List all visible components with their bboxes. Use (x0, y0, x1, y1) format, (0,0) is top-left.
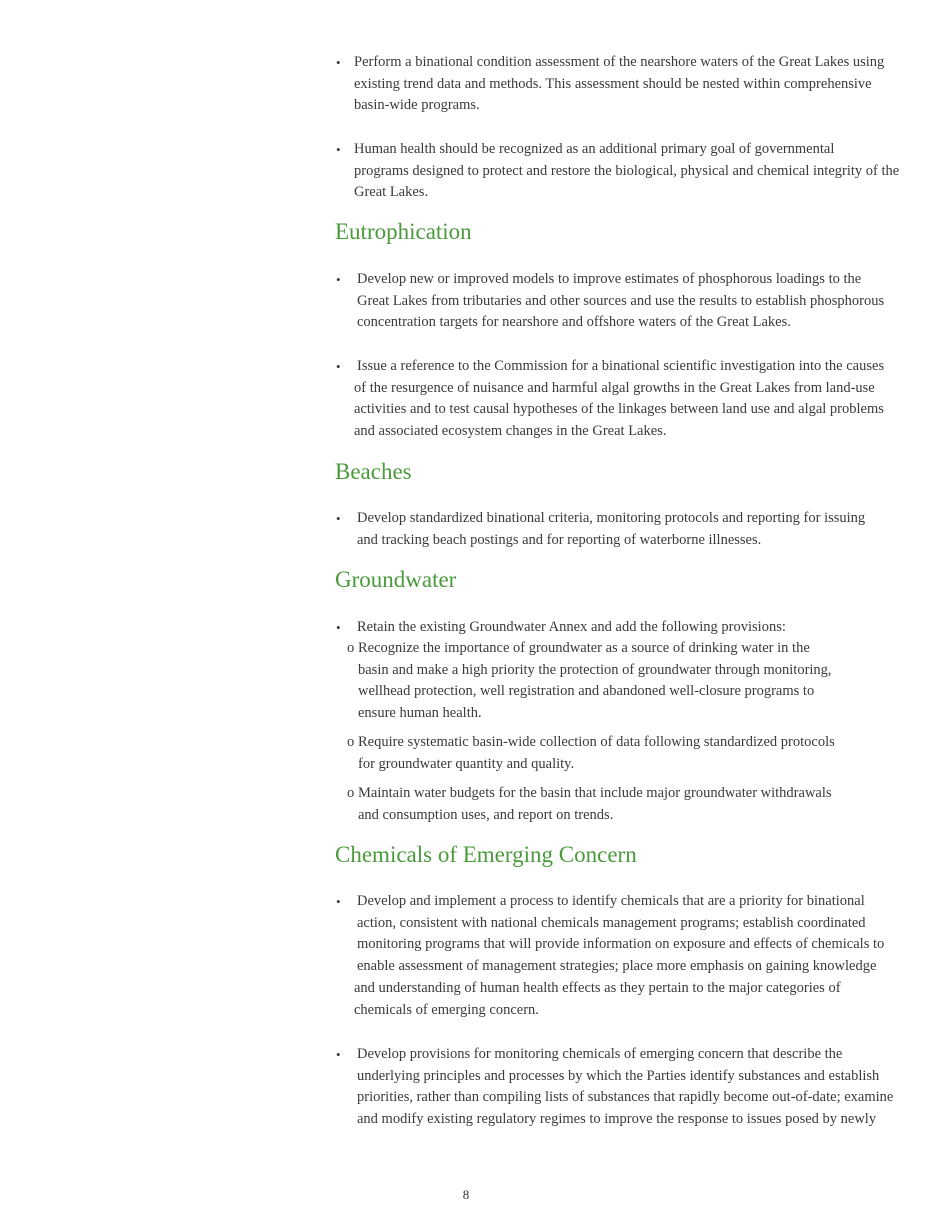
section-heading-beaches: Beaches (335, 459, 412, 484)
bullet-icon: • (336, 511, 341, 526)
list-item (336, 356, 902, 443)
list-item-text: Human health should be recognized as an additional primary goal of governmental programs designed to protect and restore the biological, physical and chemical integrity of the Great Lakes. (354, 141, 900, 201)
sub-list-item-text: Recognize the importance of groundwater as a source of drinking water in the basin and make a high priority the protection of groundwater through monitoring, wellhead protection, well registration and abandoned well-closure programs to ensure human health. (358, 640, 832, 722)
sub-bullet-icon: o (347, 734, 355, 750)
page-number: 8 (462, 1187, 470, 1202)
section-heading-groundwater: Groundwater (335, 567, 457, 592)
bullet-icon: • (336, 620, 341, 635)
sub-list-item-text: Require systematic basin-wide collection of data following standardized protocols for groundwater quantity and quality. (358, 734, 835, 772)
list-item (336, 139, 902, 204)
sub-list-item (347, 638, 847, 725)
list-item (336, 1044, 902, 1131)
list-item (336, 269, 902, 334)
section-heading-chemicals: Chemicals of Emerging Concern (335, 842, 637, 867)
list-item-text: Develop new or improved models to improve estimates of phosphorous loadings to the Great Lakes from tributaries and other sources and use the results to establish phosphorous concentration targets for nearshore and offshore waters of the Great Lakes. (357, 271, 885, 331)
list-item-text: Retain the existing Groundwater Annex and add the following provisions: (357, 619, 786, 635)
bullet-icon: • (336, 1047, 341, 1062)
section-heading-eutrophication: Eutrophication (335, 219, 472, 244)
list-item-text: Develop provisions for monitoring chemicals of emerging concern that describe the underlying principles and processes by which the Parties identify substances and establish priorities, rather than compiling lists of substances that rapidly become out-of-date; examine and modify existing regulatory regimes to improve the response to issues posed by newly (357, 1046, 894, 1128)
sub-bullet-icon: o (347, 785, 355, 801)
list-item-text: Develop and implement a process to identify chemicals that are a priority for binational action, consistent with national chemicals management programs; establish coordinated monitoring programs that will provide information on exposure and effects of chemicals to enable assessment of management strategies; place more emphasis on gaining knowledge and understanding of human health effects as they pertain to the major categories of chemicals of emerging concern. (354, 893, 885, 1018)
bullet-icon: • (336, 55, 341, 70)
list-item (336, 891, 902, 1021)
list-item (336, 617, 902, 639)
list-item (336, 508, 902, 551)
bullet-icon: • (336, 894, 341, 909)
sub-list-item-text: Maintain water budgets for the basin that include major groundwater withdrawals and consumption uses, and report on trends. (358, 785, 832, 823)
list-item-text: Issue a reference to the Commission for a binational scientific investigation into the causes of the resurgence of nuisance and harmful algal growths in the Great Lakes from land-use activities and to test causal hypotheses of the linkages between land use and algal problems and associated ecosystem changes in the Great Lakes. (354, 358, 885, 440)
sub-list-item (347, 783, 847, 826)
list-item-text: Perform a binational condition assessment of the nearshore waters of the Great Lakes using existing trend data and methods. This assessment should be nested within comprehensive basin-wide programs. (354, 54, 885, 114)
sub-bullet-icon: o (347, 640, 355, 656)
bullet-icon: • (336, 272, 341, 287)
list-item-text: Develop standardized binational criteria, monitoring protocols and reporting for issuing and tracking beach postings and for reporting of waterborne illnesses. (357, 510, 866, 548)
bullet-icon: • (336, 142, 341, 157)
list-item (336, 52, 902, 117)
bullet-icon: • (336, 359, 341, 374)
sub-list-item (347, 732, 847, 775)
